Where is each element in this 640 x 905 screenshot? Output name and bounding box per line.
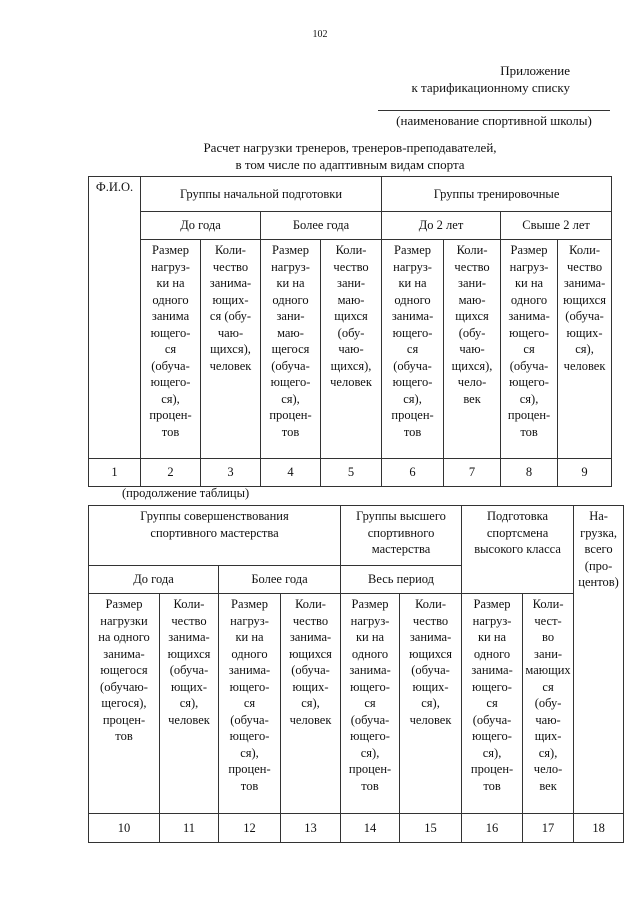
column-number: 6: [382, 459, 444, 487]
header-text-line: занима-: [209, 276, 252, 290]
header-text-line: ющего-: [229, 679, 270, 694]
header-text-line: ся),: [179, 696, 199, 710]
header-text-line: человек: [168, 712, 210, 727]
header-text-line: тов: [240, 778, 259, 793]
header-text-line: чаю-: [535, 712, 561, 727]
header-text-line: мающих: [525, 663, 571, 677]
header-up-to-year: До года: [141, 212, 261, 240]
header-text-line: Коли-: [295, 597, 326, 611]
col-6-header: [382, 240, 444, 459]
header-text-line: ся),: [301, 696, 320, 710]
header-text-line: тов: [403, 424, 422, 439]
header-text-line: ся),: [575, 342, 594, 356]
header-text-line: человек: [289, 712, 332, 727]
header-text-line: одного: [152, 292, 189, 307]
header-text-line: ки на: [514, 276, 544, 290]
header-text-line: одного: [473, 646, 511, 661]
header-text-line: щегося),: [101, 696, 147, 710]
header-text-line: ющих-: [170, 679, 208, 694]
col-14-header: [341, 594, 400, 814]
column-number: 12: [219, 814, 281, 843]
column-number: 8: [501, 459, 558, 487]
header-text-line: век: [463, 391, 481, 406]
header-text-line: (обуча-: [472, 712, 512, 727]
header-text-line: нагрузки: [100, 613, 148, 628]
header-text-line: ся (обу-: [209, 309, 252, 323]
header-text-line: всего: [584, 542, 613, 556]
header-text-line: высокого класса: [474, 542, 561, 556]
column-number: 18: [574, 814, 624, 843]
header-text-line: ющего-: [509, 375, 549, 389]
header-high-class-training: [462, 506, 574, 594]
header-text-line: ющего-: [229, 729, 270, 743]
header-initial-groups: Группы начальной подготовки: [141, 177, 382, 212]
header-text-line: человек: [563, 358, 606, 373]
header-more-than-year: Более года: [219, 566, 341, 594]
header-text-line: (обуча-: [393, 358, 432, 373]
header-text-line: ся),: [161, 391, 180, 406]
header-text-line: занима-: [228, 663, 271, 677]
header-text-line: грузка,: [580, 525, 618, 540]
header-text-line: ся),: [421, 696, 440, 710]
col-7-header: [444, 240, 501, 459]
header-text-line: Размер: [231, 597, 268, 611]
school-name-caption: (наименование спортивной школы): [396, 113, 592, 128]
header-text-line: чаю-: [338, 342, 364, 356]
header-text-line: маю-: [277, 325, 304, 340]
header-text-line: тов: [361, 778, 379, 793]
header-text-line: ющего-: [350, 729, 390, 743]
header-text-line: ся),: [538, 745, 558, 760]
header-text-line: Подготовка: [487, 509, 549, 523]
header-text-line: занима-: [409, 630, 452, 644]
header-text-line: процен-: [348, 762, 392, 776]
header-text-line: ки на: [276, 276, 305, 290]
header-text-line: ся: [486, 696, 498, 710]
header-text-line: тов: [483, 778, 501, 793]
header-up-to-2-years: До 2 лет: [382, 212, 501, 240]
header-text-line: занима-: [471, 663, 513, 677]
header-text-line: ющего-: [472, 729, 512, 743]
header-text-line: нагруз-: [509, 259, 549, 274]
header-text-line: маю-: [458, 292, 486, 307]
col-8-header: [501, 240, 558, 459]
col-13-header: [281, 594, 341, 814]
header-text-line: занима-: [289, 630, 332, 644]
header-text-line: центов): [578, 575, 619, 589]
document-title: [90, 139, 610, 173]
header-text-line: зани-: [337, 276, 366, 290]
header-text-line: тов: [115, 729, 133, 743]
header-text-line: Коли-: [173, 597, 205, 611]
column-number: 11: [160, 814, 219, 843]
header-training-groups: Группы тренировочные: [382, 177, 612, 212]
header-text-line: чаю-: [459, 342, 485, 356]
header-text-line: спортивного мастерства: [150, 525, 279, 540]
column-number: 1: [89, 459, 141, 487]
title-line-2: в том числе по адаптивным видам спорта: [235, 157, 465, 172]
header-text-line: ся),: [482, 745, 502, 760]
header-text-line: процен-: [507, 408, 551, 422]
header-text-line: одного: [351, 646, 389, 661]
header-text-line: ки на: [477, 630, 507, 644]
header-text-line: нагруз-: [393, 259, 432, 274]
header-text-line: ся),: [240, 745, 259, 760]
column-number: 2: [141, 459, 201, 487]
header-text-line: ющихся: [289, 646, 332, 661]
header-text-line: нагруз-: [230, 613, 269, 628]
column-number: 4: [261, 459, 321, 487]
header-text-line: тов: [520, 424, 538, 439]
header-text-line: ющегося: [100, 663, 148, 677]
header-text-line: Группы совершенствования: [140, 509, 289, 523]
header-text-line: Группы высшего: [356, 509, 446, 523]
header-text-line: ся),: [281, 391, 300, 406]
header-over-2-years: Свыше 2 лет: [501, 212, 612, 240]
header-text-line: (обуча-: [151, 358, 190, 373]
header-fio: Ф.И.О.: [89, 177, 141, 459]
header-text-line: ся: [164, 342, 177, 356]
appendix-line-1: Приложение: [500, 63, 570, 78]
header-text-line: чело-: [533, 762, 563, 776]
header-text-line: Коли-: [569, 243, 600, 257]
header-text-line: процен-: [228, 762, 271, 776]
col-2-header: [141, 240, 201, 459]
header-text-line: щихся: [455, 309, 489, 323]
header-up-to-year: До года: [89, 566, 219, 594]
header-text-line: щегося: [271, 342, 310, 356]
school-name-blank-line: [378, 110, 610, 111]
header-text-line: процен-: [470, 762, 514, 776]
header-text-line: ся: [406, 342, 419, 356]
header-text-line: процен-: [102, 712, 146, 727]
header-text-line: маю-: [337, 292, 365, 307]
column-number: 13: [281, 814, 341, 843]
header-text-line: занима-: [508, 309, 550, 323]
header-text-line: процен-: [269, 408, 312, 422]
header-text-line: ющего-: [472, 679, 512, 694]
header-text-line: Размер: [473, 597, 511, 611]
header-text-line: процен-: [149, 408, 192, 422]
header-text-line: ющего-: [350, 679, 390, 694]
header-text-line: щихся: [334, 309, 368, 323]
header-text-line: ся: [523, 342, 535, 356]
header-text-line: ки на: [355, 630, 385, 644]
header-text-line: Размер: [351, 597, 389, 611]
header-text-line: занима: [151, 309, 190, 323]
header-text-line: ющего-: [392, 325, 433, 340]
header-text-line: чество: [333, 259, 369, 274]
col-3-header: [201, 240, 261, 459]
header-text-line: (обуча-: [411, 663, 450, 677]
header-text-line: щихся),: [210, 342, 251, 356]
column-number: 16: [462, 814, 523, 843]
header-text-line: чество: [412, 613, 449, 628]
header-text-line: человек: [209, 358, 252, 373]
header-text-line: ки на: [235, 630, 264, 644]
header-text-line: чество: [454, 259, 490, 274]
header-text-line: нагруз-: [271, 259, 310, 274]
col-4-header: [261, 240, 321, 459]
header-text-line: процен-: [391, 408, 434, 422]
header-total-load: [574, 506, 624, 814]
header-text-line: (обуча-: [271, 358, 310, 373]
load-table-part-1: [88, 176, 612, 487]
header-text-line: ся),: [403, 391, 422, 406]
header-text-line: Коли-: [532, 597, 564, 611]
header-text-line: Размер: [272, 243, 309, 257]
header-text-line: человек: [330, 375, 372, 389]
header-text-line: ся),: [519, 391, 539, 406]
header-text-line: щихся),: [451, 358, 493, 373]
column-number: 10: [89, 814, 160, 843]
header-text-line: ющихся: [409, 646, 452, 661]
header-text-line: ющих-: [412, 679, 449, 694]
header-text-line: спортивного: [367, 525, 435, 540]
load-table-part-2: [88, 505, 624, 843]
header-text-line: щих-: [534, 729, 562, 743]
header-text-line: занима-: [103, 646, 145, 661]
header-text-line: ющих-: [212, 292, 249, 307]
header-text-line: занима-: [391, 309, 434, 323]
header-highest-mastery-groups: [341, 506, 462, 566]
header-more-than-year: Более года: [261, 212, 382, 240]
col-12-header: [219, 594, 281, 814]
header-text-line: чест-: [534, 613, 562, 628]
header-text-line: чество: [292, 613, 329, 628]
header-text-line: (обучаю-: [100, 679, 148, 694]
header-text-line: (обуча-: [350, 712, 390, 727]
header-text-line: Коли-: [335, 243, 367, 257]
col-10-header: [89, 594, 160, 814]
header-text-line: нагруз-: [472, 613, 512, 628]
header-text-line: чаю-: [217, 325, 244, 340]
header-text-line: Размер: [510, 243, 548, 257]
header-text-line: чество: [171, 613, 207, 628]
page-number: 102: [312, 29, 328, 40]
header-text-line: ющего-: [270, 375, 311, 389]
header-text-line: век: [539, 778, 557, 793]
header-text-line: во: [542, 630, 555, 644]
header-text-line: ющего-: [150, 375, 191, 389]
header-improvement-groups: [89, 506, 341, 566]
header-text-line: (обуча-: [291, 663, 330, 677]
header-text-line: (обу-: [534, 696, 562, 710]
header-text-line: тов: [281, 424, 300, 439]
header-text-line: на одного: [98, 630, 150, 644]
column-number: 7: [444, 459, 501, 487]
header-text-line: чело-: [457, 375, 487, 389]
header-whole-period: Весь период: [341, 566, 462, 594]
appendix-heading: [411, 62, 570, 96]
header-text-line: ющего-: [392, 375, 433, 389]
column-number: 5: [321, 459, 382, 487]
header-text-line: чество: [566, 259, 603, 274]
header-text-line: ющихся: [563, 292, 606, 307]
col-17-header: [523, 594, 574, 814]
header-text-line: нагруз-: [350, 613, 390, 628]
header-text-line: ся),: [360, 745, 380, 760]
table-continuation-label: (продолжение таблицы): [122, 486, 250, 500]
col-5-header: [321, 240, 382, 459]
column-number: 17: [523, 814, 574, 843]
header-text-line: ющего-: [509, 325, 549, 340]
header-text-line: (обуча-: [230, 712, 269, 727]
header-text-line: На-: [589, 509, 608, 523]
header-text-line: зани-: [276, 309, 305, 323]
column-number: 9: [558, 459, 612, 487]
header-text-line: ки на: [156, 276, 185, 290]
header-text-line: занима-: [349, 663, 391, 677]
col-15-header: [400, 594, 462, 814]
header-text-line: тов: [161, 424, 180, 439]
header-text-line: (обу-: [337, 325, 365, 340]
header-text-line: зани-: [458, 276, 487, 290]
header-text-line: одного: [394, 292, 431, 307]
header-text-line: Коли-: [215, 243, 246, 257]
header-text-line: (обуча-: [509, 358, 549, 373]
col-11-header: [160, 594, 219, 814]
header-text-line: одного: [510, 292, 548, 307]
header-text-line: ющего-: [150, 325, 191, 340]
header-text-line: (обуча-: [169, 663, 209, 677]
header-text-line: Коли-: [415, 597, 446, 611]
header-text-line: Размер: [152, 243, 189, 257]
header-text-line: одного: [231, 646, 268, 661]
column-number: 3: [201, 459, 261, 487]
header-text-line: Размер: [105, 597, 143, 611]
header-text-line: ющих-: [292, 679, 329, 694]
col-16-header: [462, 594, 523, 814]
header-text-line: ки на: [398, 276, 427, 290]
header-text-line: ющихся: [167, 646, 211, 661]
header-text-line: ющих-: [566, 325, 603, 340]
header-text-line: щихся),: [330, 358, 372, 373]
header-text-line: одного: [272, 292, 309, 307]
header-text-line: ся: [243, 696, 256, 710]
header-text-line: человек: [409, 712, 452, 727]
header-text-line: ся: [364, 696, 376, 710]
header-text-line: Размер: [394, 243, 432, 257]
header-text-line: (про-: [584, 558, 613, 573]
header-text-line: чество: [212, 259, 249, 274]
header-text-line: Коли-: [456, 243, 488, 257]
header-text-line: нагруз-: [151, 259, 190, 274]
header-text-line: занима-: [168, 630, 210, 644]
header-text-line: занима-: [563, 276, 606, 290]
header-text-line: мастерства: [371, 542, 431, 556]
column-number: 14: [341, 814, 400, 843]
col-9-header: [558, 240, 612, 459]
header-text-line: (обуча-: [565, 309, 604, 323]
header-text-line: спортсмена: [486, 525, 549, 540]
header-text-line: зани-: [534, 646, 563, 661]
header-text-line: (обу-: [458, 325, 486, 340]
title-line-1: Расчет нагрузки тренеров, тренеров-преподавателей,: [203, 140, 497, 155]
appendix-line-2: к тарификационному списку: [411, 80, 570, 95]
header-text-line: ся: [542, 679, 554, 694]
column-number: 15: [400, 814, 462, 843]
